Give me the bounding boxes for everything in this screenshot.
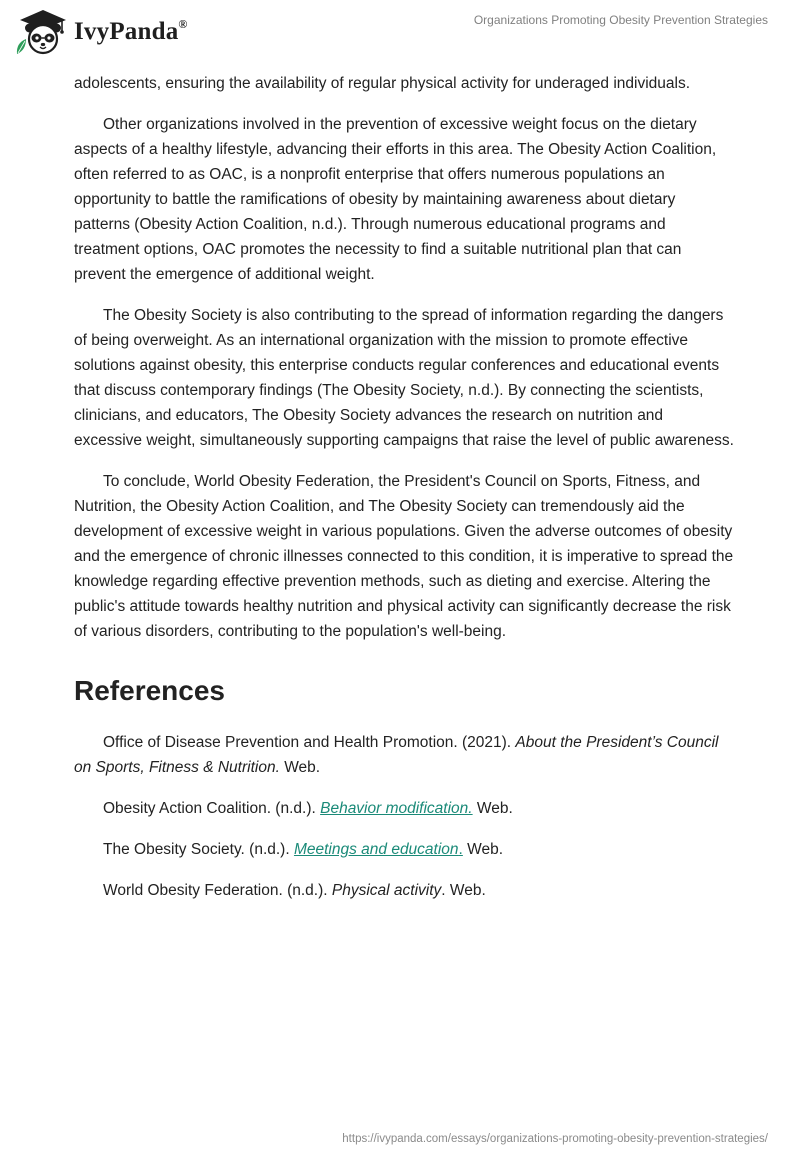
reference-title: About the President’s Council on Sports, Fitness & Nutrition.	[74, 734, 719, 776]
brand-name: IvyPanda®	[74, 16, 188, 45]
footer-url[interactable]: https://ivypanda.com/essays/organizations-promoting-obesity-prevention-strategies/	[342, 1133, 768, 1145]
reference-item: Obesity Action Coalition. (n.d.). Behavior modification. Web.	[103, 800, 513, 817]
paragraph-1: adolescents, ensuring the availability of regular physical activity for underaged individuals.	[74, 75, 691, 92]
page-header	[0, 0, 800, 62]
registered-mark: ®	[178, 16, 188, 31]
ivypanda-logo[interactable]	[14, 7, 188, 57]
reference-item: The Obesity Society. (n.d.). Meetings and education. Web.	[103, 841, 504, 858]
behavior-modification-link[interactable]: Behavior modification.	[320, 800, 473, 817]
reference-item: World Obesity Federation. (n.d.). Physical activity. Web.	[103, 882, 486, 899]
references-heading: References	[74, 675, 225, 706]
paragraph-4: To conclude, World Obesity Federation, the President's Council on Sports, Fitness, and Nutrition, the Obesity Action Coalition, and The Obesity Society can tremendously aid the development of excessive weight in various populations. Given the adverse outcomes of obesity and the emergence of chronic illnesses connected to this condition, it is imperative to spread the knowledge regarding effective prevention methods, such as dieting and exercise. Altering the public's attitude towards healthy nutrition and physical activity can significantly decrease the risk of various disorders, contributing to the population's well-being.	[74, 473, 734, 640]
paragraph-2: Other organizations involved in the prevention of excessive weight focus on the dietary aspects of a healthy lifestyle, advancing their efforts in this area. The Obesity Action Coalition, often referred to as OAC, is a nonprofit enterprise that offers numerous populations an opportunity to battle the ramifications of obesity by maintaining awareness about dietary patterns (Obesity Action Coalition, n.d.). Through numerous educational programs and treatment options, OAC promotes the necessity to find a suitable nutritional plan that can prevent the emergence of additional weight.	[74, 116, 717, 283]
meetings-and-education-link[interactable]: Meetings and education.	[293, 841, 463, 858]
essay-body	[74, 71, 734, 903]
reference-item: Office of Disease Prevention and Health Promotion. (2021). About the President’s Council on Sports, Fitness & Nutrition. Web.	[74, 734, 719, 776]
paragraph-3: The Obesity Society is also contributing to the spread of information regarding the dangers of being overweight. As an international organization with the mission to promote effective solutions against obesity, this enterprise conducts regular conferences and educational events that discuss contemporary findings (The Obesity Society, n.d.). By connecting the scientists, clinicians, and educators, The Obesity Society advances the research on nutrition and excessive weight, simultaneously supporting campaigns that raise the level of public awareness.	[74, 307, 734, 449]
reference-title: Physical activity	[331, 882, 442, 899]
document-title: Organizations Promoting Obesity Prevention Strategies	[473, 13, 768, 27]
references-list	[74, 730, 734, 903]
panda-graduate-icon	[14, 7, 72, 57]
